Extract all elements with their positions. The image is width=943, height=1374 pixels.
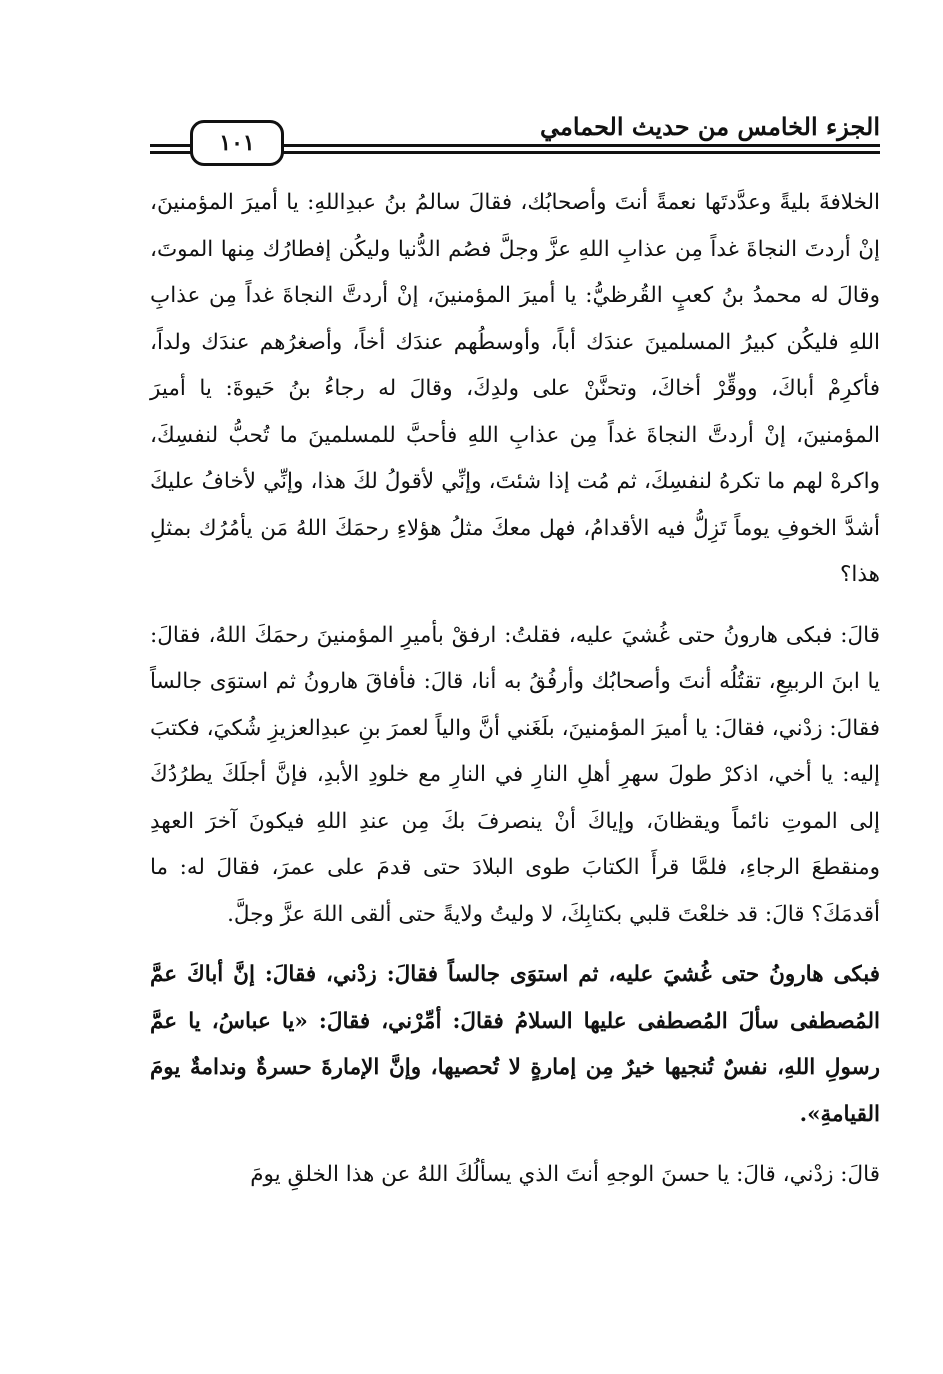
paragraph-2: قالَ: فبكى هارونُ حتى غُشيَ عليه، فقلتُ: ارفقْ بأميرِ المؤمنينَ رحمَكَ اللهُ، فقالَ: يا ابنَ الربيعِ، تقتُلُه أنتَ وأصحابُك وأرفُقُ به أنا، قالَ: فأفاقَ هارونُ ثم استوَى جالساً فقالَ: زدْني، فقالَ: يا أميرَ المؤمنينَ، بلَغَني أنَّ والياً لعمرَ بنِ عبدِالعزيزِ شُكيَ، فكتبَ إليه: يا أخي، اذكرْ طولَ سهرِ أهلِ النارِ في النارِ مع خلودِ الأبدِ، فإنَّ أجلَكَ يطرُدُكَ إلى الموتِ نائماً ويقظانَ، وإياكَ أنْ ينصرفَ بكَ مِن عندِ اللهِ فيكونَ آخرَ العهدِ ومنقطعَ الرجاءِ، فلمَّا قرأَ الكتابَ طوى البلادَ حتى قدمَ على عمرَ، فقالَ له: ما أقدمَكَ؟ قالَ: قد خلعْتَ قلبي بكتابِكَ، لا وليتُ ولايةً حتى ألقى اللهَ عزَّ وجلَّ. [150,622,880,927]
page-number: ١٠١ [190,120,284,166]
page-header [150,100,880,170]
paragraph-3: فبكى هارونُ حتى غُشيَ عليه، ثم استوَى جالساً فقالَ: زدْني، فقالَ: إنَّ أباكَ عمَّ المُصطفى سألَ المُصطفى عليها السلامُ فقالَ: أمِّرْني، فقالَ: «يا عباسُ، يا عمَّ رسولِ اللهِ، نفسٌ تُنجيها خيرٌ مِن إمارةٍ لا تُحصيها، وإنَّ الإمارةَ حسرةٌ وندامةٌ يومَ القيامةِ». [150,962,880,1127]
paragraph-4: قالَ: زدْني، قالَ: يا حسنَ الوجهِ أنتَ الذي يسألُكَ اللهُ عن هذا الخلقِ يومَ [250,1162,880,1187]
running-title: الجزء الخامس من حديث الحمامي [540,112,880,141]
body-text [150,180,880,1199]
paragraph-1: الخلافةَ بليةً وعدَّدتَها نعمةً أنتَ وأصحابُك، فقالَ سالمُ بنُ عبدِاللهِ: يا أميرَ المؤمنينَ، إنْ أردتَ النجاةَ غداً مِن عذابِ اللهِ عزَّ وجلَّ فصُم الدُّنيا وليكُن إفطارُك مِنها الموتَ، وقالَ له محمدُ بنُ كعبٍ القُرظيُّ: يا أميرَ المؤمنينَ، إنْ أردتَّ النجاةَ غداً مِن عذابِ اللهِ فليكُن كبيرُ المسلمينَ عندَك أباً، وأوسطُهم عندَك أخاً، وأصغرُهم عندَك ولداً، فأكرِمْ أباكَ، ووقِّرْ أخاكَ، وتحنَّنْ على ولدِكَ، وقالَ له رجاءُ بنُ حَيوةَ: يا أميرَ المؤمنينَ، إنْ أردتَّ النجاةَ غداً مِن عذابِ اللهِ فأحبَّ للمسلمينَ ما تُحبُّ لنفسِكَ، واكرهْ لهم ما تكرهُ لنفسِكَ، ثم مُت إذا شئتَ، وإنِّي لأقولُ لكَ هذا، وإنِّي لأخافُ عليكَ أشدَّ الخوفِ يوماً تَزِلُّ فيه الأقدامُ، فهل معكَ مثلُ هؤلاءِ رحمَكَ اللهُ مَن يأمُرُك بمثلِ هذا؟ [150,190,880,587]
header-rule-stub-top [168,144,192,147]
header-rule-stub-bottom [168,151,192,154]
